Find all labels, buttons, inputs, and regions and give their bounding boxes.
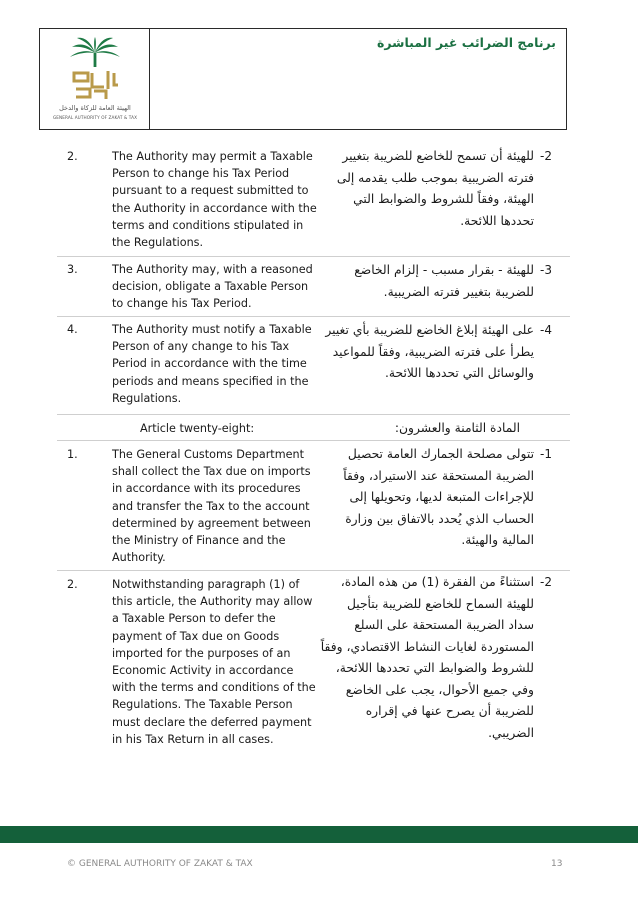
article-item-number-en: 2. (67, 578, 78, 591)
palm-logo-icon (64, 37, 126, 103)
row-divider (57, 570, 570, 571)
article-item-number-en: 1. (67, 448, 78, 461)
logo-english-name: GENERAL AUTHORITY OF ZAKAT & TAX (52, 115, 138, 120)
row-divider (57, 316, 570, 317)
row-divider (57, 414, 570, 415)
item-text-en: The Authority must notify a Taxable Person of any change to his Tax Period in accordance with the time periods and means specified in the Regulations. (112, 323, 312, 405)
logo (40, 29, 150, 129)
item-number-en: 2. (67, 150, 78, 163)
footer-copyright: © GENERAL AUTHORITY OF ZAKAT & TAX (67, 859, 253, 869)
article-item-number-ar: -2 (540, 575, 552, 589)
item-number-ar: -2 (540, 149, 552, 163)
program-title: برنامج الضرائب غير المباشرة (377, 35, 556, 50)
article-item-text-ar: تتولى مصلحة الجمارك العامة تحصيل الضريبة المستحقة عند الاستيراد، وفقاً للإجراءات المتبعة لديها، وتحويلها إلى الحساب الذي يُحدد بالاتفاق بين وزارة المالية والهيئة. (343, 447, 534, 547)
logo-arabic-name: الهيئة العامة للزكاة والدخل (59, 104, 131, 112)
item-text-en: The Authority may permit a Taxable Person to change his Tax Period pursuant to a request submitted to the Authority in accordance with the terms and conditions stipulated in the Regulations. (112, 150, 317, 250)
article-title-ar: المادة الثامنة والعشرون: (394, 421, 520, 435)
page-number: 13 (551, 859, 563, 869)
article-item-text-ar: استثناءً من الفقرة (1) من هذه المادة، للهيئة السماح للخاضع للضريبة بتأجيل سداد الضريبة المستحقة على السلع المستوردة لغايات النشاط الاقتصادي، وفقاً للشروط والضوابط التي تحددها اللائحة، وفي جميع الأحوال، يجب على الخاضع للضريبة أن يصرح عنها في إقراره الضريبي. (320, 575, 534, 740)
item-text-ar: للهيئة أن تسمح للخاضع للضريبة بتغيير فترته الضريبية بموجب طلب يقدمه إلى الهيئة، وفقاً للشروط والضوابط التي تحددها اللائحة. (336, 149, 534, 228)
header-box (39, 28, 567, 130)
item-number-en: 3. (67, 263, 78, 276)
item-text-en: The Authority may, with a reasoned decision, obligate a Taxable Person to change his Tax Period. (112, 263, 313, 311)
item-number-en: 4. (67, 323, 78, 336)
footer-band (0, 826, 638, 843)
item-number-ar: -4 (540, 323, 552, 337)
article-title-en: Article twenty-eight: (140, 422, 255, 435)
item-number-ar: -3 (540, 263, 552, 277)
article-item-text-en: The General Customs Department shall collect the Tax due on imports in accordance with its procedures and transfer the Tax to the account determined by agreement between the Ministry of Finance and the Authority. (112, 448, 311, 565)
row-divider (57, 440, 570, 441)
article-item-text-en: Notwithstanding paragraph (1) of this article, the Authority may allow a Taxable Person to defer the payment of Tax due on Goods imported for the purposes of an Economic Activity in accordance with the terms and conditions of the Regulations. The Taxable Person must declare the deferred payment in his Tax Return in all cases. (112, 578, 316, 746)
row-divider (57, 256, 570, 257)
article-item-number-ar: -1 (540, 447, 552, 461)
item-text-ar: على الهيئة إبلاغ الخاضع للضريبة بأي تغيير يطرأ على فترته الضريبية، وفقاً للمواعيد والوسائل التي تحددها اللائحة. (325, 323, 534, 380)
item-text-ar: للهيئة - بقرار مسبب - إلزام الخاضع للضريبة بتغيير فترته الضريبية. (354, 263, 534, 299)
